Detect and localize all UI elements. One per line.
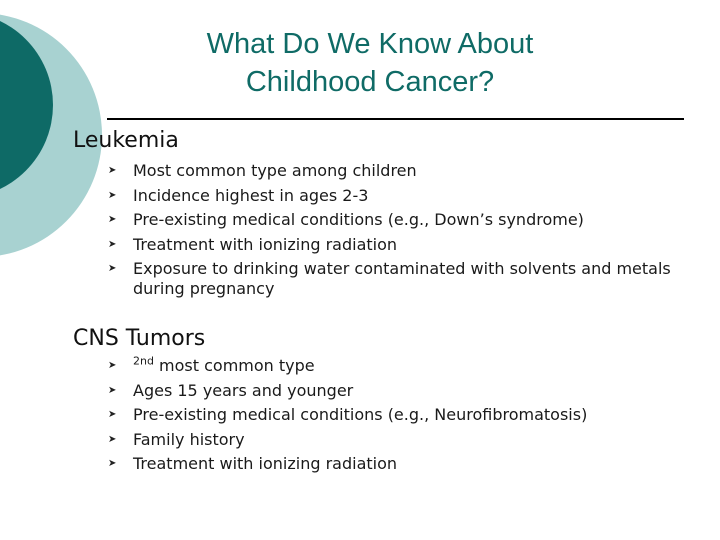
arrow-bullet-icon: ➤ <box>108 433 117 445</box>
ordinal-superscript: 2nd <box>133 354 154 368</box>
arrow-bullet-icon: ➤ <box>108 189 117 201</box>
arrow-bullet-icon: ➤ <box>108 263 117 274</box>
section-heading-cns-tumors: CNS Tumors <box>73 326 206 351</box>
list-item: ➤ Family history <box>108 428 688 453</box>
title-divider <box>107 118 684 120</box>
list-item: ➤ Ages 15 years and younger <box>108 379 688 404</box>
slide-title <box>110 25 630 101</box>
list-item: ➤ $^{2nd}$ most common type <box>108 354 688 379</box>
section-heading-leukemia: Leukemia <box>73 128 179 153</box>
cns-tumors-bullet-list <box>108 354 688 477</box>
list-item: ➤ Incidence highest in ages 2-3 <box>108 184 688 209</box>
arrow-bullet-icon: ➤ <box>108 238 117 250</box>
arrow-bullet-icon: ➤ <box>108 458 117 469</box>
list-item: ➤ Treatment with ionizing radiation <box>108 452 688 477</box>
list-item: ➤ Treatment with ionizing radiation <box>108 233 688 258</box>
list-item: ➤ Pre-existing medical conditions (e.g., Neurofibromatosis) <box>108 403 688 428</box>
list-item: ➤ Most common type among children <box>108 159 688 184</box>
arrow-bullet-icon: ➤ <box>108 409 117 420</box>
list-item: ➤ Exposure to drinking water contaminated with solvents and metals during pregnancy <box>108 259 671 298</box>
arrow-bullet-icon: ➤ <box>108 384 117 396</box>
arrow-bullet-icon: ➤ <box>108 214 117 225</box>
arrow-bullet-icon: ➤ <box>108 165 117 176</box>
arrow-bullet-icon: ➤ <box>108 360 117 371</box>
list-item: ➤ Pre-existing medical conditions (e.g., Down’s syndrome) <box>108 208 688 233</box>
leukemia-bullet-list <box>108 159 688 299</box>
slide-title-line-1: What Do We Know About <box>206 28 534 60</box>
slide-title-line-2: Childhood Cancer? <box>245 66 495 98</box>
